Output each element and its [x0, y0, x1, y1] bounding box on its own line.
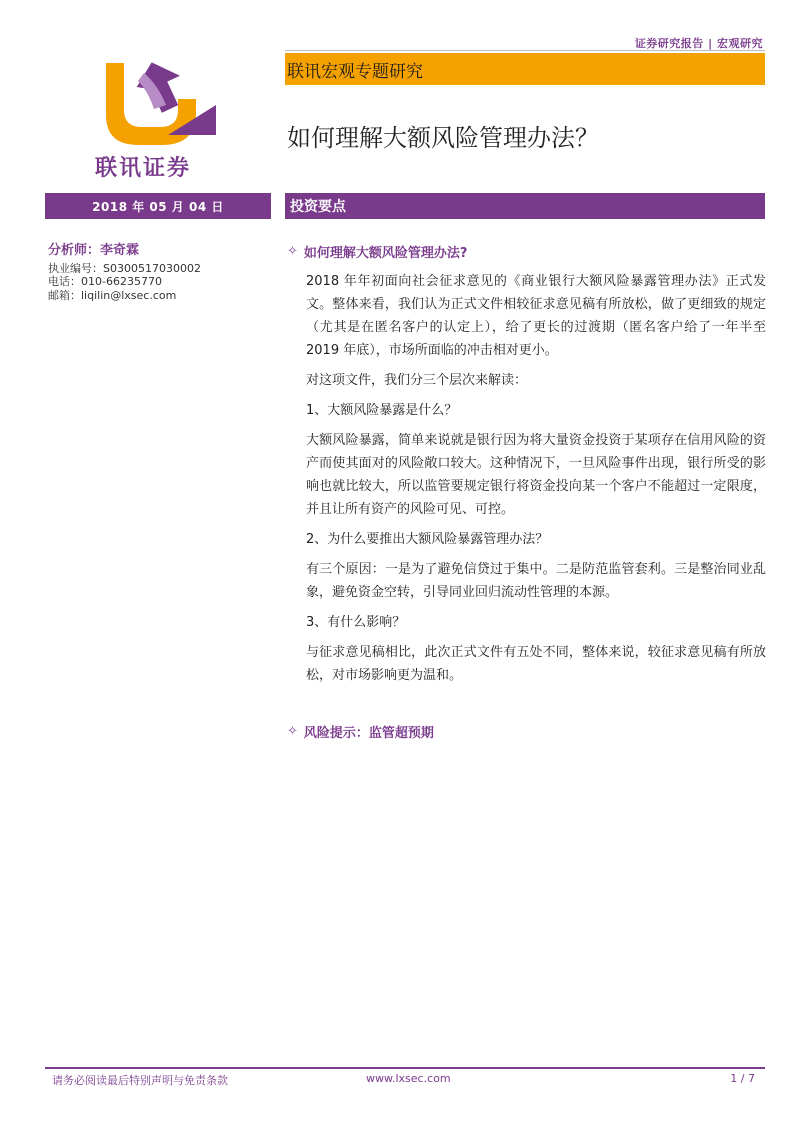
footer-disclaimer: 请务必阅读最后特别声明与免责条款 — [52, 1074, 228, 1087]
section-title: 投资要点 — [290, 199, 346, 215]
analyst-email: 邮箱：liqilin@lxsec.com — [48, 288, 177, 302]
diamond-star-icon: ✧ — [287, 724, 298, 739]
diamond-star-icon: ✧ — [287, 244, 298, 259]
report-category-tag: 证券研究报告 | 宏观研究 — [634, 37, 763, 50]
analyst-phone: 电话：010-66235770 — [48, 275, 162, 288]
brand-name: 联讯证券 — [95, 156, 192, 181]
body-paragraph: 与征求意见稿相比，此次正式文件有五处不同，整体来说，较征求意见稿有所放松，对市场影响更为温和。 — [306, 645, 766, 683]
page-number: 1 / 7 — [730, 1072, 755, 1085]
body-paragraph: 大额风险暴露，简单来说就是银行因为将大量资金投资于某项存在信用风险的资产而使其面对的风险敞口较大。这种情况下，一旦风险事件出现，银行所受的影响也就比较大，所以监管要规定银行将资金投向某一个客户不能超过一定限度，并且让所有资产的风险可见、可控。 — [306, 433, 766, 517]
key-point-heading — [287, 242, 467, 261]
report-date: 2018 年 05 月 04 日 — [92, 199, 224, 214]
company-logo — [98, 55, 218, 150]
analyst-license: 执业编号：S0300517030002 — [48, 261, 201, 275]
report-date-bar — [45, 193, 271, 219]
analyst-info — [48, 244, 201, 302]
body-paragraph: 2018 年年初面向社会征求意见的《商业银行大额风险暴露管理办法》正式发文。整体来看，我们认为正式文件相较征求意见稿有所放松，做了更细致的规定（尤其是在匿名客户的认定上），给了更长的过渡期（匿名客户给了一年半至 2019 年底），市场所面临的冲击相对更小。 — [306, 274, 766, 358]
footer-divider — [45, 1067, 765, 1069]
risk-warning-text: 风险提示：监管超预期 — [303, 726, 434, 741]
subheading: 1、大额风险暴露是什么？ — [306, 403, 458, 418]
header-divider — [285, 50, 765, 51]
footer-website-link[interactable]: www.lxsec.com — [366, 1072, 451, 1085]
analyst-name: 分析师：李奇霖 — [48, 243, 140, 258]
series-banner-label: 联讯宏观专题研究 — [287, 61, 423, 82]
report-title: 如何理解大额风险管理办法？ — [287, 124, 599, 152]
key-point-heading-text: 如何理解大额风险管理办法? — [303, 246, 468, 261]
body-paragraph: 对这项文件，我们分三个层次来解读： — [306, 373, 528, 388]
section-header-bar — [285, 193, 765, 219]
series-banner — [285, 53, 765, 85]
subheading: 3、有什么影响？ — [306, 615, 406, 630]
report-body — [306, 270, 766, 687]
subheading: 2、为什么要推出大额风险暴露管理办法？ — [306, 532, 549, 547]
body-paragraph: 有三个原因：一是为了避免信贷过于集中。二是防范监管套利。三是整治同业乱象，避免资金空转，引导同业回归流动性管理的本源。 — [306, 562, 766, 600]
risk-warning-heading — [287, 722, 434, 741]
